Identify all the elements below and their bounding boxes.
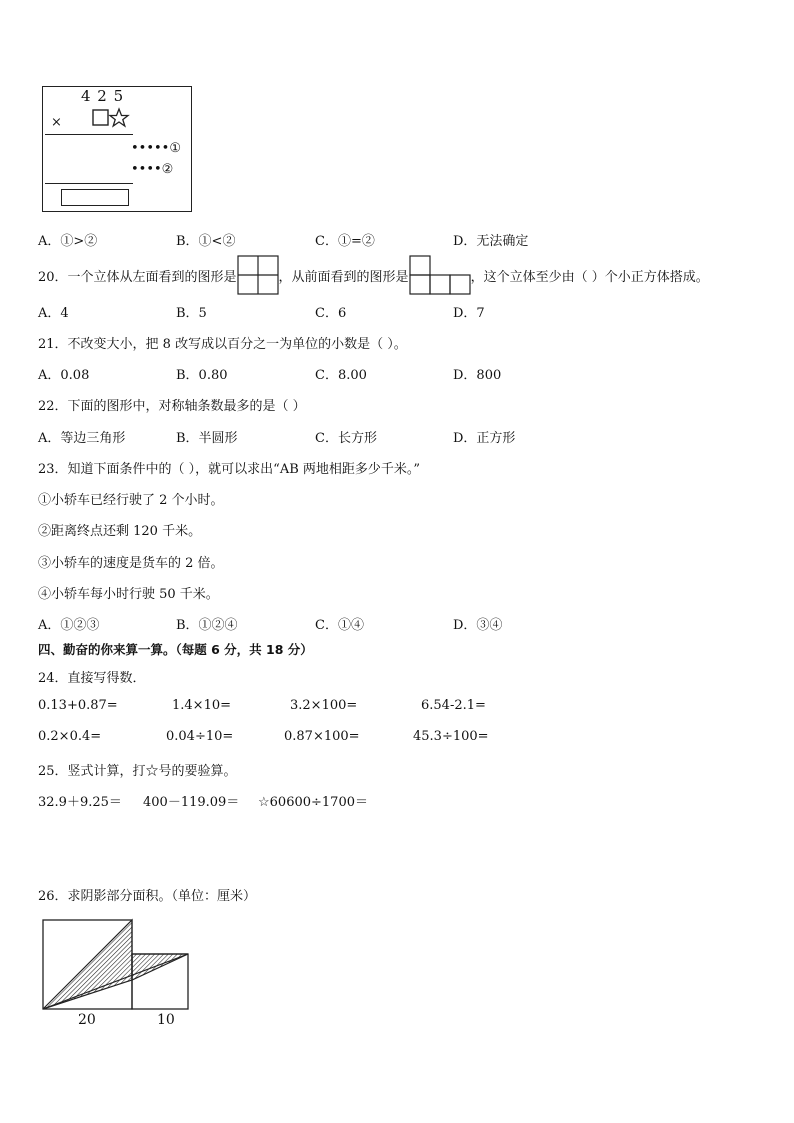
q20-text-b: ，从前面看到的图形是 [278,269,409,285]
q23-option-c[interactable]: C．①④ [315,618,364,633]
square-star-icon [91,107,131,129]
q20-option-d[interactable]: D．7 [453,306,485,321]
q22-option-c[interactable]: C．长方形 [315,431,377,446]
q23-condition-3: ③小轿车的速度是货车的 2 倍。 [38,556,224,571]
q23-condition-4: ④小轿车每小时行驶 50 千米。 [38,587,219,602]
q25-question: 25．竖式计算，打☆号的要验算。 [38,764,237,779]
q21-option-b[interactable]: B．0.80 [176,368,228,383]
q24-r1-c2: 1.4×10= [172,698,232,713]
q19-times-sign: × [51,115,62,130]
q24-r2-c3: 0.87×100= [284,729,360,744]
q25-item-1: 32.9＋9.25＝ [38,795,122,810]
q21-option-a[interactable]: A．0.08 [38,368,90,383]
q20-question [38,255,709,295]
q19-marker-2: ••••② [131,162,174,177]
q22-option-d[interactable]: D．正方形 [453,431,516,446]
q24-r1-c3: 3.2×100= [290,698,358,713]
q20-option-a[interactable]: A．4 [38,306,69,321]
q26-label-10: 10 [157,1012,175,1028]
q19-line-1 [45,134,133,135]
q21-option-d[interactable]: D．800 [453,368,502,383]
q24-r2-c1: 0.2×0.4= [38,729,102,744]
q21-option-c[interactable]: C．8.00 [315,368,367,383]
q23-condition-1: ①小轿车已经行驶了 2 个小时。 [38,493,224,508]
q23-option-d[interactable]: D．③④ [453,618,503,633]
front-view-grid-icon [409,255,471,295]
q19-line-2 [45,183,133,184]
q26-label-20: 20 [78,1012,96,1028]
q24-question: 24．直接写得数． [38,671,146,686]
q24-r2-c2: 0.04÷10= [166,729,234,744]
q24-r2-c4: 45.3÷100= [413,729,489,744]
q19-figure [42,86,192,212]
q24-r1-c4: 6.54-2.1= [421,698,486,713]
q23-option-a[interactable]: A．①②③ [38,618,100,633]
left-view-grid-icon [237,255,279,295]
q20-option-b[interactable]: B．5 [176,306,207,321]
q24-r1-c1: 0.13+0.87= [38,698,118,713]
q20-text-c: ，这个立体至少由（ ）个小正方体搭成。 [470,269,709,285]
q21-question: 21．不改变大小，把 8 改写成以百分之一为单位的小数是（ ）。 [38,337,407,352]
q23-question: 23．知道下面条件中的（ ），就可以求出“AB 两地相距多少千米。” [38,462,421,477]
q19-option-c[interactable]: C．①=② [315,234,375,249]
q22-question: 22．下面的图形中，对称轴条数最多的是（ ） [38,399,306,414]
q19-result-box [61,189,129,206]
q19-multiplicand: 4 2 5 [81,87,125,105]
q19-marker-1: •••••① [131,141,181,156]
q19-option-a[interactable]: A．①>② [38,234,98,249]
q23-option-b[interactable]: B．①②④ [176,618,238,633]
q23-condition-2: ②距离终点还剩 120 千米。 [38,524,202,539]
q25-item-3: ☆60600÷1700＝ [258,795,368,810]
q26-question: 26．求阴影部分面积。（单位：厘米） [38,889,257,904]
q20-option-c[interactable]: C．6 [315,306,347,321]
q20-text-a: 20．一个立体从左面看到的图形是 [38,269,237,285]
q19-option-b[interactable]: B．①<② [176,234,236,249]
q26-shaded-area-figure [38,912,198,1016]
q25-item-2: 400－119.09＝ [143,795,240,810]
q22-option-a[interactable]: A．等边三角形 [38,431,126,446]
q19-option-d[interactable]: D．无法确定 [453,234,529,249]
section-4-title: 四、勤奋的你来算一算。（每题 6 分，共 18 分） [38,642,313,657]
q22-option-b[interactable]: B．半圆形 [176,431,238,446]
